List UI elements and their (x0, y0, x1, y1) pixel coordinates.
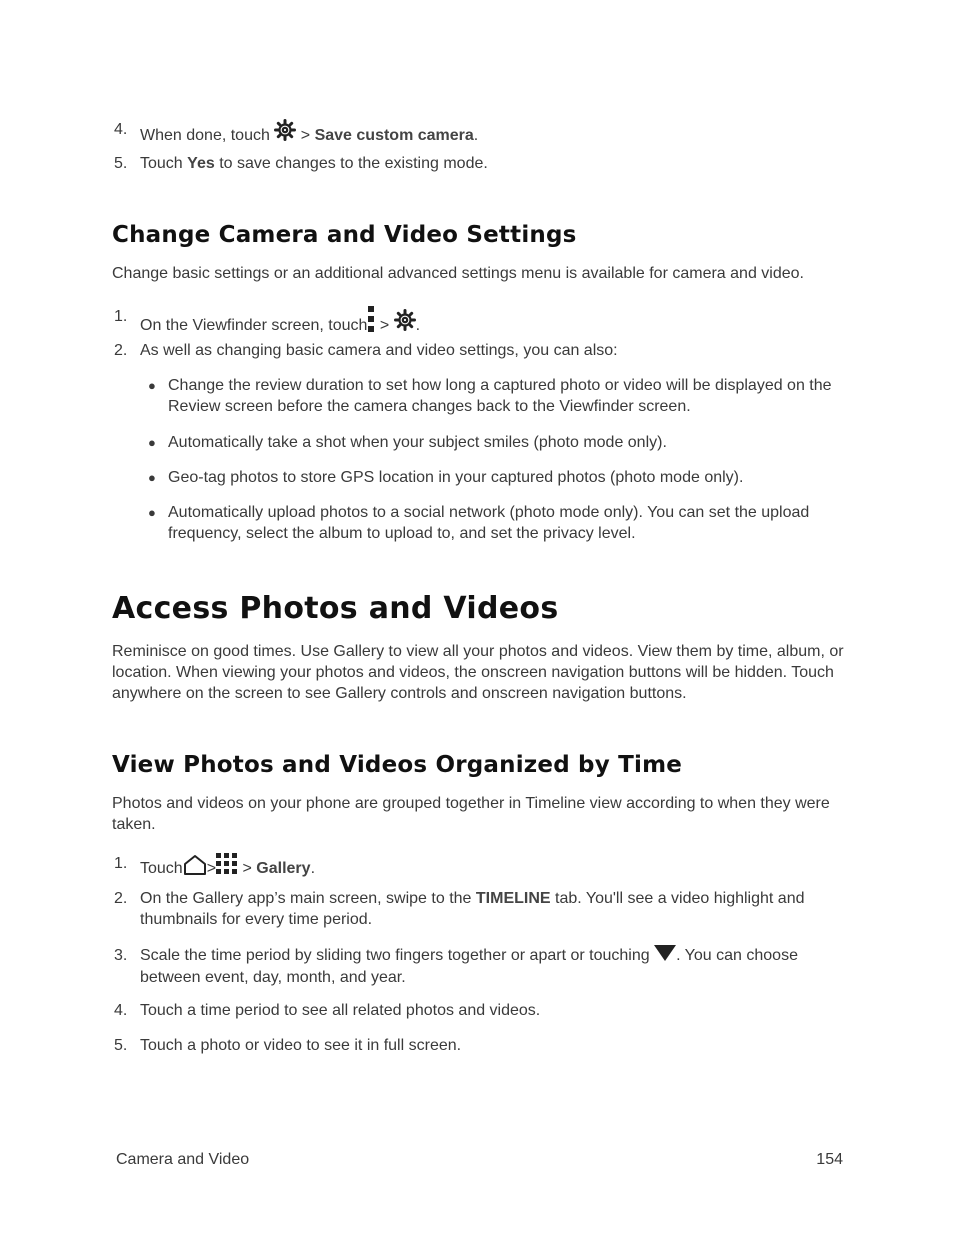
bullet-dot-icon: ● (148, 470, 156, 485)
step-number: 2. (114, 342, 128, 359)
list-item (112, 853, 847, 882)
separator: > (206, 860, 217, 877)
separator: > (379, 317, 390, 334)
step-number: 1. (114, 308, 128, 325)
step-text-end: . (473, 127, 479, 144)
bullet-dot-icon: ● (148, 505, 156, 520)
step-number: 2. (114, 890, 128, 907)
step-text-end: . You can choose between event, day, month, and year. (140, 947, 798, 986)
step-text-end: . (310, 860, 316, 877)
step-number: 4. (114, 121, 128, 138)
step-text: When done, touch (140, 127, 270, 144)
list-item (112, 153, 847, 174)
step-text: As well as changing basic camera and video settings, you can also: (140, 342, 618, 359)
bullet-text: Automatically upload photos to a social network (photo mode only). You can set the upload frequency, select the album to upload to, and set the privacy level. (168, 504, 810, 542)
bullet-item (148, 467, 838, 488)
section-heading: Change Camera and Video Settings (112, 222, 577, 248)
menu-option-label: Save custom camera (314, 127, 474, 144)
step-number: 3. (114, 947, 128, 964)
bullet-dot-icon: ● (148, 435, 156, 450)
section-heading: View Photos and Videos Organized by Time (112, 752, 683, 778)
section-intro: Reminisce on good times. Use Gallery to view all your photos and videos. View them by time, album, or location. When viewing your photos and videos, the onscreen navigation buttons will be hidden. Touch anywhere on the screen to see Gallery controls and onscreen navigation buttons. (112, 643, 844, 702)
step-number: 4. (114, 1002, 128, 1019)
step-text: On the Gallery app’s main screen, swipe to the (140, 890, 472, 907)
list-item (112, 945, 847, 988)
step-text-end: to save changes to the existing mode. (219, 155, 488, 172)
step-number: 5. (114, 1037, 128, 1054)
list-item (112, 1000, 847, 1021)
bullet-item (148, 502, 838, 544)
home-icon (183, 854, 207, 882)
bullet-item (148, 432, 838, 453)
option-label: Yes (187, 155, 215, 172)
step-text: Scale the time period by sliding two fingers together or apart or touching (140, 947, 650, 964)
list-item (112, 340, 847, 361)
step-text: Touch (140, 155, 183, 172)
footer-page-number: 154 (816, 1151, 843, 1168)
app-name: Gallery (256, 860, 311, 877)
step-text-end: . (415, 317, 421, 334)
settings-gear-icon (394, 309, 416, 337)
step-text: Touch a photo or video to see it in full screen. (140, 1037, 462, 1054)
step-number: 5. (114, 155, 128, 172)
footer-section-name: Camera and Video (116, 1151, 250, 1168)
separator: > (242, 860, 252, 877)
section-intro: Change basic settings or an additional advanced settings menu is available for camera and video. (112, 265, 804, 282)
list-item (112, 306, 847, 338)
section-intro: Photos and videos on your phone are grouped together in Timeline view according to when they were taken. (112, 795, 830, 833)
bullet-text: Automatically take a shot when your subject smiles (photo mode only). (168, 434, 667, 451)
step-text-end: tab. You'll see a video highlight and thumbnails for every time period. (140, 890, 805, 928)
bullet-item (148, 375, 838, 417)
bullet-text: Change the review duration to set how long a captured photo or video will be displayed on the Review screen before the camera changes back to the Viewfinder screen. (168, 377, 832, 415)
bullet-text: Geo-tag photos to store GPS location in your captured photos (photo mode only). (168, 469, 744, 486)
chapter-title: Access Photos and Videos (112, 591, 559, 626)
list-item (112, 888, 847, 930)
tab-name: TIMELINE (475, 890, 551, 907)
list-item (112, 1035, 847, 1056)
settings-gear-icon (274, 119, 296, 147)
list-item (112, 119, 847, 147)
dropdown-triangle-icon (654, 945, 676, 967)
step-text: On the Viewfinder screen, touch (140, 317, 368, 334)
apps-grid-icon (216, 853, 238, 881)
step-number: 1. (114, 855, 128, 872)
separator: > (300, 127, 311, 144)
step-text: Touch (140, 860, 183, 877)
more-vertical-icon (367, 306, 375, 338)
step-text: Touch a time period to see all related photos and videos. (140, 1002, 541, 1019)
bullet-dot-icon: ● (148, 378, 156, 393)
